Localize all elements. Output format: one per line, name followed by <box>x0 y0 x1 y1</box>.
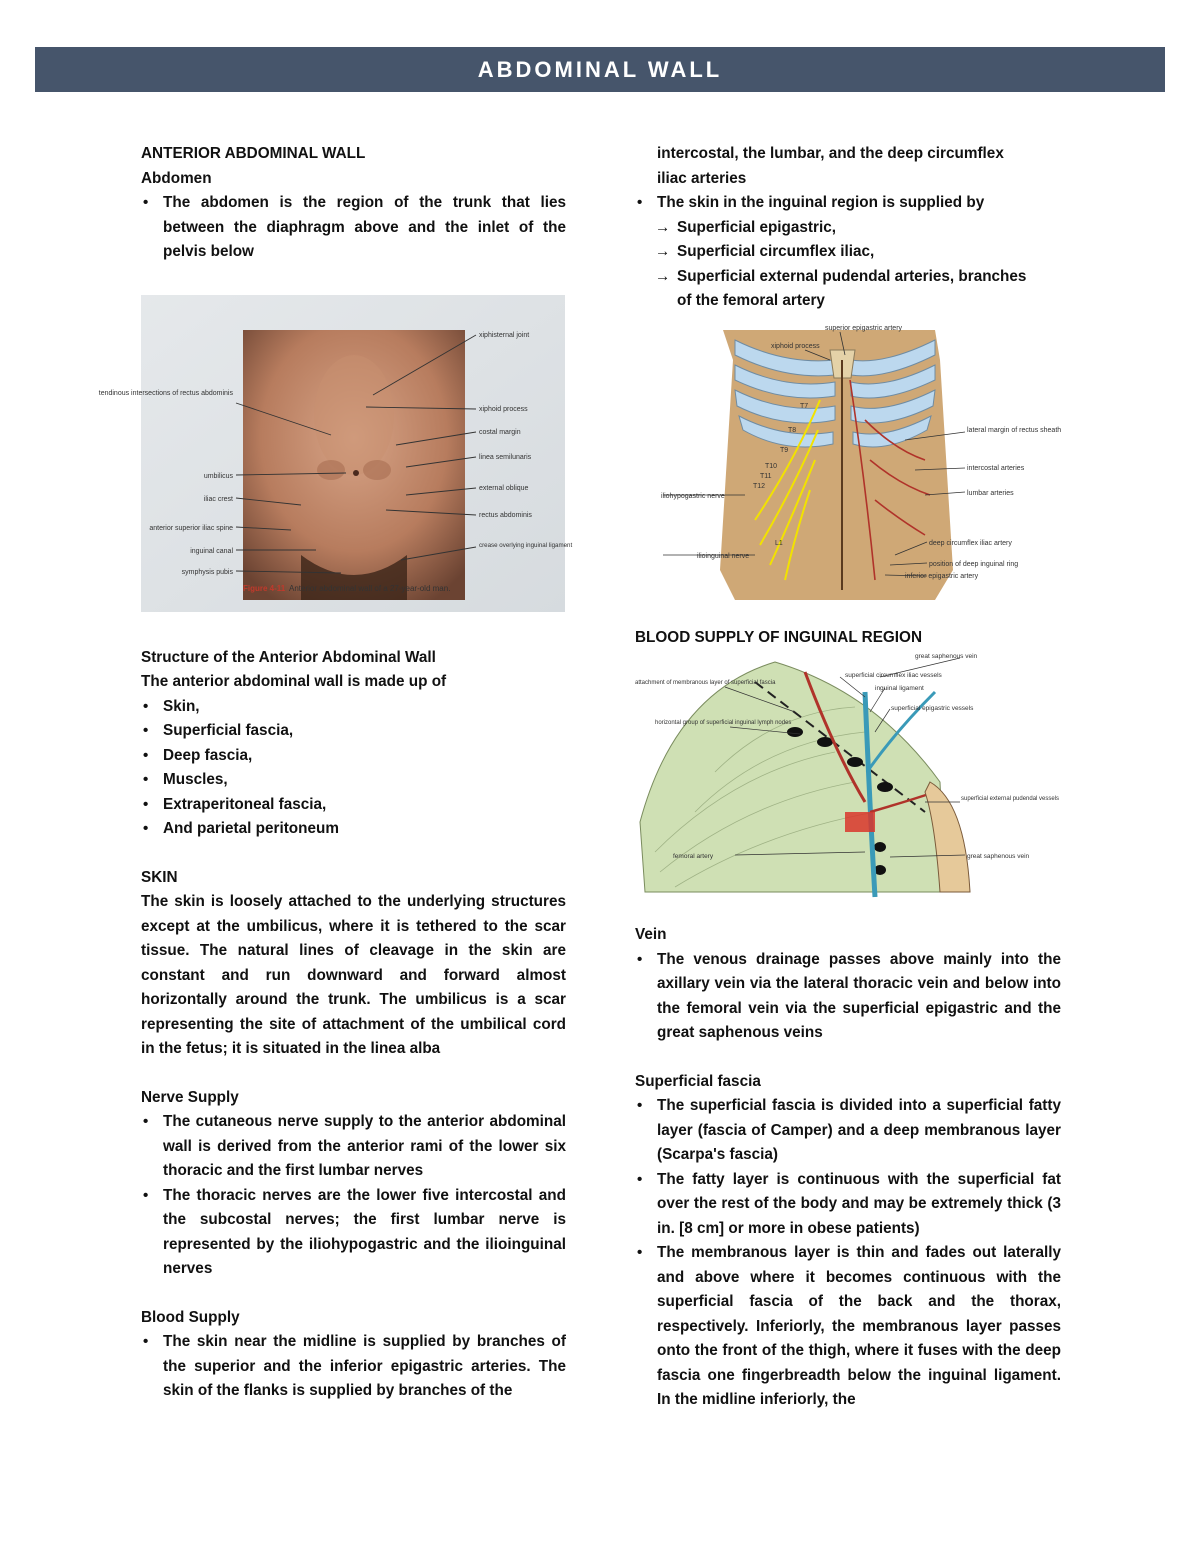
fig3-label: attachment of membranous layer of superficial fascia <box>635 680 776 686</box>
nerve-list <box>141 1110 566 1282</box>
structure-intro: The anterior abdominal wall is made up of <box>141 673 447 690</box>
fig2-label: L1 <box>775 539 783 547</box>
list-item: • Extraperitoneal fascia, <box>141 793 566 818</box>
inguinal-list <box>635 191 1061 216</box>
arrow-icon: → <box>655 267 671 285</box>
vein-list <box>635 948 1061 1046</box>
fig2-label: deep circumflex iliac artery <box>929 539 1012 547</box>
inguinal-diagram <box>635 652 1059 897</box>
fig3-label: great saphenous vein <box>967 853 1030 860</box>
continued-text: iliac arteries <box>657 169 747 187</box>
list-item: • And parietal peritoneum <box>141 817 566 842</box>
fig2-label: lumbar arteries <box>967 489 1014 497</box>
fig1-label: umbilicus <box>203 472 233 480</box>
fig2-label: lateral margin of rectus sheath <box>967 426 1062 434</box>
blood-heading: Blood Supply <box>141 1308 240 1326</box>
fig1-label: anterior superior iliac spine <box>149 524 233 532</box>
continued-text: intercostal, the lumbar, and the deep circumflex <box>657 145 1004 162</box>
trunk-diagram <box>635 320 1061 610</box>
fig2-label: T7 <box>800 402 809 410</box>
list-item: • The cutaneous nerve supply to the anterior abdominal wall is derived from the anterior rami of the lower six thoracic and the first lumbar nerves <box>141 1110 566 1184</box>
fig3-label: superficial epigastric vessels <box>891 705 974 712</box>
list-item: • Superficial fascia, <box>141 719 566 744</box>
abdomen-photo <box>98 295 573 612</box>
figure-nerve-arterial-supply <box>635 320 1061 610</box>
fig3-label: superficial circumflex iliac vessels <box>845 672 942 679</box>
arrow-icon: → <box>655 218 671 236</box>
fig2-label: T10 <box>765 462 778 470</box>
right-column <box>635 142 1061 1413</box>
fig1-label: linea semilunaris <box>479 453 532 461</box>
fig2-label: ilioinguinal nerve <box>697 552 750 560</box>
fig1-label: costal margin <box>479 428 521 436</box>
list-item: • Deep fascia, <box>141 744 566 769</box>
arrow-item: → Superficial circumflex iliac, <box>635 240 1061 265</box>
fig2-label: T12 <box>753 482 766 490</box>
fig3-label: inguinal ligament <box>875 685 924 692</box>
arrow-item-continued: of the femoral artery <box>677 292 825 309</box>
fig1-label: symphysis pubis <box>181 568 233 576</box>
fig2-label: xiphoid process <box>771 342 820 350</box>
fig3-label: femoral artery <box>673 853 714 860</box>
fig2-label: inferior epigastric artery <box>905 572 979 580</box>
structure-heading: Structure of the Anterior Abdominal Wall <box>141 648 436 666</box>
fig1-label: xiphoid process <box>479 405 528 413</box>
list-item: • The fatty layer is continuous with the superficial fat over the rest of the body and may be extremely thick (3 in. [8 cm] or more in obese patients) <box>635 1168 1061 1242</box>
header-banner <box>35 47 1165 92</box>
structure-list <box>141 695 566 842</box>
arrow-item: → Superficial external pudendal arteries, branches <box>635 265 1061 290</box>
list-item: • The thoracic nerves are the lower five intercostal and the subcostal nerves; the first lumbar nerve is represented by the iliohypogastric and the ilioinguinal nerves <box>141 1184 566 1282</box>
arrow-item: → Superficial epigastric, <box>635 216 1061 241</box>
fig2-label: superior epigastric artery <box>825 324 903 332</box>
fig2-label: iliohypogastric nerve <box>661 492 725 500</box>
fig1-caption-text: Anterior abdominal wall of a 27-year-old man. <box>289 583 451 593</box>
fig2-label: position of deep inguinal ring <box>929 560 1019 568</box>
list-item: • Muscles, <box>141 768 566 793</box>
list-item: • The venous drainage passes above mainly into the axillary vein via the lateral thoracic vein and below into the femoral vein via the superficial epigastric and the great saphenous veins <box>635 948 1061 1046</box>
fig2-label: intercostal arteries <box>967 464 1025 472</box>
skin-paragraph: The skin is loosely attached to the underlying structures except at the umbilicus, where it is tethered to the scar tissue. The natural lines of cleavage in the skin are constant and run downward and forward almost horizontally around the trunk. The umbilicus is a scar representing the site of attachment of the umbilical cord in the fetus; it is situated in the linea alba <box>141 893 566 1057</box>
superficial-list <box>635 1094 1061 1413</box>
arrow-icon: → <box>655 243 671 260</box>
list-item: • The skin near the midline is supplied by branches of the superior and the inferior epigastric arteries. The skin of the flanks is supplied by branches of the <box>141 1330 566 1404</box>
fig1-caption-label: Figure 4-11 <box>243 583 286 593</box>
fig1-label: external oblique <box>479 484 529 492</box>
figure-inguinal-region <box>635 652 1059 897</box>
section-title: ANTERIOR ABDOMINAL WALL <box>141 145 366 162</box>
fig1-label: iliac crest <box>203 495 233 503</box>
fig1-label: rectus abdominis <box>479 511 532 519</box>
fig1-label: crease overlying inguinal ligament <box>479 541 573 549</box>
list-item: • The skin in the inguinal region is supplied by <box>635 191 1061 216</box>
list-item: • The membranous layer is thin and fades out laterally and above where it becomes continuous with the superficial fascia of the back and the thorax, respectively. Inferiorly, the membranous layer passes onto the front of the thigh, where it fuses with the deep fascia one fingerbreadth below the inguinal ligament. In the midline inferiorly, the <box>635 1241 1061 1413</box>
blood-inguinal-heading: BLOOD SUPPLY OF INGUINAL REGION <box>635 628 922 646</box>
fig1-label: xiphisternal joint <box>479 331 530 339</box>
fig2-label: T11 <box>760 472 772 480</box>
blood-list <box>141 1330 566 1404</box>
vein-heading: Vein <box>635 926 667 943</box>
page-title: ABDOMINAL WALL <box>477 56 723 82</box>
list-item: • The superficial fascia is divided into a superficial fatty layer (fascia of Camper) and a deep membranous layer (Scarpa's fascia) <box>635 1094 1061 1168</box>
fig2-label: T8 <box>788 426 797 434</box>
fig1-label: inguinal canal <box>190 547 233 555</box>
nerve-heading: Nerve Supply <box>141 1088 239 1106</box>
fig3-label: horizontal group of superficial inguinal lymph nodes <box>655 720 792 726</box>
skin-heading: SKIN <box>141 868 178 886</box>
list-item: • The abdomen is the region of the trunk that lies between the diaphragm above and the inlet of the pelvis below <box>141 191 566 265</box>
fig2-label: T9 <box>780 446 789 454</box>
fig3-label: great saphenous vein <box>915 653 978 660</box>
superficial-heading: Superficial fascia <box>635 1072 761 1090</box>
abdomen-list <box>141 191 566 265</box>
fig1-label: tendinous intersections of rectus abdominis <box>98 389 233 397</box>
left-column <box>98 142 573 1404</box>
fig3-label: superficial external pudendal vessels <box>961 796 1060 802</box>
list-item: • Skin, <box>141 695 566 720</box>
abdomen-heading: Abdomen <box>141 169 212 187</box>
figure-anterior-abdominal-wall <box>98 295 573 612</box>
